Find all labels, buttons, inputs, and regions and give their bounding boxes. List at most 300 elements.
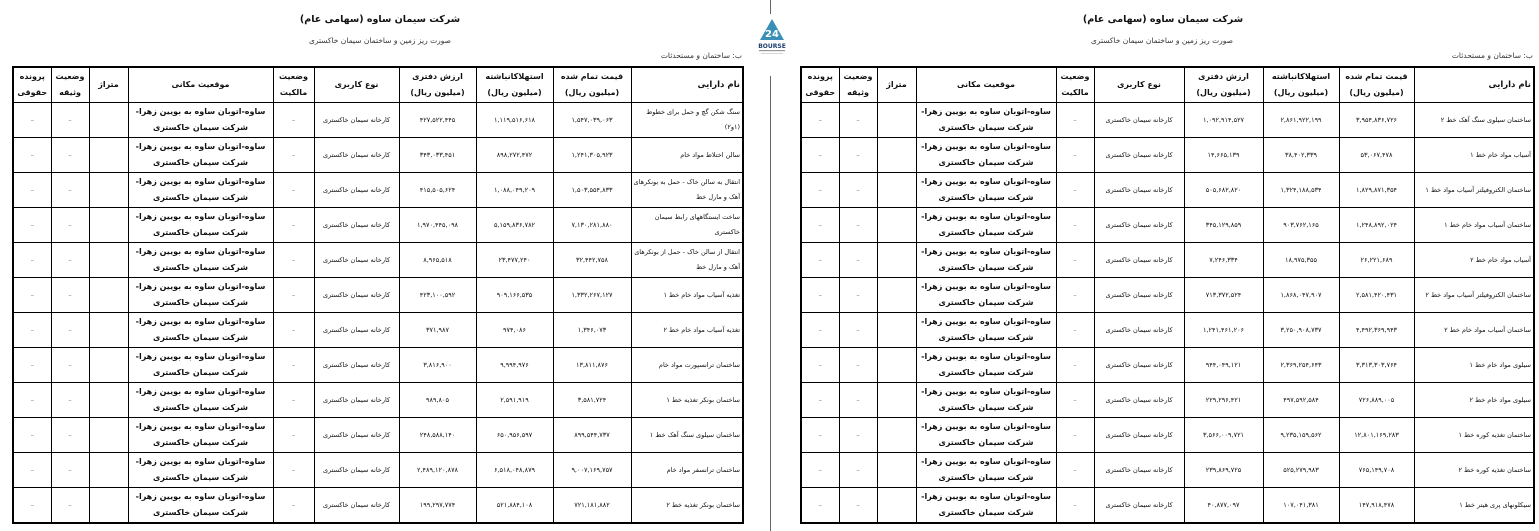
table-row [13, 383, 743, 418]
location-line-2: شرکت سیمان خاکستری [153, 368, 248, 377]
location-line-2: شرکت سیمان خاکستری [938, 508, 1034, 517]
col-header-dep-l2: (میلیون ریال) [1273, 88, 1329, 97]
location-line-2: شرکت سیمان خاکستری [153, 158, 248, 167]
collateral-cell: – [839, 488, 877, 524]
collateral-cell: – [51, 173, 89, 208]
location-cell [916, 453, 1056, 488]
legal-case-cell: – [801, 173, 839, 208]
location-cell [916, 278, 1056, 313]
col-header-depreciation [1263, 67, 1339, 103]
collateral-cell: – [839, 208, 877, 243]
col-header-legal [13, 67, 51, 103]
legal-case-cell: – [801, 453, 839, 488]
location-cell [128, 103, 273, 138]
table-row [13, 208, 743, 243]
location-line-1: ساوه-اتوبان ساوه به بویین زهرا- [135, 422, 266, 431]
book-value-cell: ۱۴,۶۶۵,۱۳۹ [1184, 138, 1263, 173]
area-cell [89, 243, 128, 278]
usage-cell: کارخانه سیمان خاکستری [314, 313, 399, 348]
table-header-row [13, 67, 743, 103]
table-row [801, 453, 1534, 488]
table-row [13, 488, 743, 524]
col-header-legal [801, 67, 839, 103]
cost-cell: ۷۶۵,۱۴۹,۷۰۸ [1339, 453, 1414, 488]
col-header-own-l1: وضعیت [1060, 72, 1090, 81]
col-header-coll-l1: وضعیت [843, 72, 873, 81]
table-row [801, 418, 1534, 453]
col-header-usage: نوع کاربری [314, 67, 399, 103]
location-line-2: شرکت سیمان خاکستری [938, 158, 1034, 167]
depreciation-cell: ۳۸,۴۰۲,۳۳۹ [1263, 138, 1339, 173]
book-value-cell: ۸,۹۶۵,۵۱۸ [399, 243, 476, 278]
location-line-2: شرکت سیمان خاکستری [938, 193, 1034, 202]
collateral-cell: – [839, 383, 877, 418]
location-line-1: ساوه-اتوبان ساوه به بویین زهرا- [921, 422, 1051, 431]
location-cell [128, 488, 273, 524]
col-header-coll-l2: وثیقه [59, 88, 81, 97]
location-line-2: شرکت سیمان خاکستری [153, 123, 248, 132]
cost-cell: ۲۶,۲۲۱,۶۸۹ [1339, 243, 1414, 278]
usage-cell: کارخانه سیمان خاکستری [314, 173, 399, 208]
usage-cell: کارخانه سیمان خاکستری [1094, 313, 1184, 348]
location-line-2: شرکت سیمان خاکستری [938, 123, 1034, 132]
usage-cell: کارخانه سیمان خاکستری [314, 138, 399, 173]
usage-cell: کارخانه سیمان خاکستری [314, 348, 399, 383]
cost-cell: ۱,۲۴۸,۸۹۲,۰۲۴ [1339, 208, 1414, 243]
legal-case-cell: – [801, 138, 839, 173]
book-value-cell: ۳,۵۶۶,۰۰۹,۷۲۱ [1184, 418, 1263, 453]
svg-text:24: 24 [765, 29, 779, 40]
location-line-2: شرکت سیمان خاکستری [938, 333, 1034, 342]
cost-cell: ۱۳,۸۱۱,۸۷۶ [553, 348, 631, 383]
cost-cell: ۱۲,۸۰۱,۱۶۹,۲۸۳ [1339, 418, 1414, 453]
ownership-cell: – [273, 418, 314, 453]
location-line-2: شرکت سیمان خاکستری [938, 473, 1034, 482]
asset-name-cell: ساختمان سیلوی سنگ آهک خط ۱ [631, 418, 743, 453]
legal-case-cell: – [801, 418, 839, 453]
depreciation-cell: ۱,۱۱۹,۵۱۶,۶۱۸ [476, 103, 553, 138]
asset-name-cell: سالن اختلاط مواد خام [631, 138, 743, 173]
area-cell [89, 348, 128, 383]
collateral-cell: – [51, 208, 89, 243]
location-line-1: ساوه-اتوبان ساوه به بویین زهرا- [921, 212, 1051, 221]
table-row [801, 313, 1534, 348]
book-value-cell: ۷۱۳,۳۷۲,۵۲۴ [1184, 278, 1263, 313]
col-header-book-l2: (میلیون ریال) [410, 88, 465, 97]
depreciation-cell: ۲,۵۹۱,۹۱۹ [476, 383, 553, 418]
location-line-1: ساوه-اتوبان ساوه به بویین زهرا- [921, 457, 1051, 466]
ownership-cell: – [1056, 453, 1094, 488]
usage-cell: کارخانه سیمان خاکستری [314, 383, 399, 418]
collateral-cell: – [839, 453, 877, 488]
location-line-2: شرکت سیمان خاکستری [938, 263, 1034, 272]
collateral-cell: – [839, 418, 877, 453]
location-cell [128, 208, 273, 243]
legal-case-cell: – [801, 243, 839, 278]
legal-case-cell: – [801, 488, 839, 524]
location-cell [128, 243, 273, 278]
collateral-cell: – [51, 348, 89, 383]
col-header-usage: نوع کاربری [1094, 67, 1184, 103]
collateral-cell: – [839, 243, 877, 278]
col-header-cost-l2: (میلیون ریال) [564, 88, 620, 97]
col-header-cost-l1: قیمت تمام شده [560, 72, 624, 81]
usage-cell: کارخانه سیمان خاکستری [1094, 278, 1184, 313]
book-value-cell: ۴۲۷,۵۲۲,۴۴۵ [399, 103, 476, 138]
collateral-cell: – [839, 348, 877, 383]
ownership-cell: – [273, 348, 314, 383]
col-header-dep-l1: استهلاکانباشته [1271, 72, 1331, 81]
asset-name-cell: آسیاب مواد خام خط ۲ [1414, 243, 1534, 278]
cost-cell: ۱,۵۴۷,۰۳۹,۰۶۳ [553, 103, 631, 138]
company-title: شرکت سیمان ساوه (سهامی عام) [299, 14, 461, 25]
area-cell [877, 208, 916, 243]
col-header-area: متراژ [89, 67, 128, 103]
ownership-cell: – [1056, 103, 1094, 138]
location-line-1: ساوه-اتوبان ساوه به بویین زهرا- [921, 142, 1051, 151]
location-cell [128, 383, 273, 418]
col-header-book-l1: ارزش دفتری [412, 72, 463, 81]
asset-name-cell: ساختمان تغذیه کوره خط ۲ [1414, 453, 1534, 488]
col-header-own-l2: مالکیت [1061, 88, 1089, 97]
usage-cell: کارخانه سیمان خاکستری [1094, 383, 1184, 418]
collateral-cell: – [839, 103, 877, 138]
asset-name-cell: ساختمان آسیاب مواد خام خط ۱ [1414, 208, 1534, 243]
legal-case-cell: – [13, 313, 51, 348]
legal-case-cell: – [13, 383, 51, 418]
page-right [786, 0, 1539, 531]
location-line-1: ساوه-اتوبان ساوه به بویین زهرا- [135, 247, 266, 256]
location-line-1: ساوه-اتوبان ساوه به بویین زهرا- [135, 317, 266, 326]
col-header-name: نام دارایی [1414, 67, 1534, 103]
area-cell [89, 278, 128, 313]
depreciation-cell: ۱۰۷,۰۴۱,۳۸۱ [1263, 488, 1339, 524]
location-cell [916, 243, 1056, 278]
ownership-cell: – [1056, 243, 1094, 278]
col-header-collateral [51, 67, 89, 103]
usage-cell: کارخانه سیمان خاکستری [1094, 173, 1184, 208]
collateral-cell: – [51, 418, 89, 453]
assets-table-right [800, 66, 1535, 524]
cost-cell: ۹,۰۰۷,۱۶۹,۷۵۷ [553, 453, 631, 488]
area-cell [89, 103, 128, 138]
ownership-cell: – [273, 173, 314, 208]
depreciation-cell: ۹۰۳,۷۶۲,۱۶۵ [1263, 208, 1339, 243]
report-subtitle: صورت ریز زمین و ساختمان سیمان خاکستری [308, 36, 452, 45]
area-cell [877, 103, 916, 138]
location-line-2: شرکت سیمان خاکستری [153, 263, 248, 272]
location-cell [916, 173, 1056, 208]
asset-name-cell: ساختمان ترانسپورت مواد خام [631, 348, 743, 383]
cost-cell: ۵۳,۰۶۷,۴۷۸ [1339, 138, 1414, 173]
area-cell [89, 138, 128, 173]
page-divider [770, 76, 771, 531]
collateral-cell: – [839, 138, 877, 173]
asset-name-cell: ساختمان بونکر تغذیه خط ۱ [631, 383, 743, 418]
asset-name-cell: سیکلونهای پری هیتر خط ۱ [1414, 488, 1534, 524]
usage-cell: کارخانه سیمان خاکستری [1094, 138, 1184, 173]
table-row [13, 313, 743, 348]
report-subtitle: صورت ریز زمین و ساختمان سیمان خاکستری [1090, 36, 1234, 45]
depreciation-cell: ۲,۸۶۱,۹۲۲,۱۹۹ [1263, 103, 1339, 138]
ownership-cell: – [1056, 488, 1094, 524]
col-header-own-l1: وضعیت [279, 72, 308, 81]
legal-case-cell: – [13, 138, 51, 173]
location-line-1: ساوه-اتوبان ساوه به بویین زهرا- [135, 352, 266, 361]
area-cell [89, 313, 128, 348]
table-body-left [13, 103, 743, 524]
legal-case-cell: – [801, 103, 839, 138]
location-cell [916, 383, 1056, 418]
col-header-collateral [839, 67, 877, 103]
location-line-1: ساوه-اتوبان ساوه به بویین زهرا- [135, 282, 266, 291]
table-row [13, 278, 743, 313]
location-line-1: ساوه-اتوبان ساوه به بویین زهرا- [135, 492, 266, 501]
location-line-2: شرکت سیمان خاکستری [938, 403, 1034, 412]
area-cell [877, 418, 916, 453]
location-line-2: شرکت سیمان خاکستری [938, 228, 1034, 237]
table-row [801, 243, 1534, 278]
cost-cell: ۲,۵۸۱,۴۲۰,۴۳۱ [1339, 278, 1414, 313]
location-line-2: شرکت سیمان خاکستری [938, 438, 1034, 447]
location-line-1: ساوه-اتوبان ساوه به بویین زهرا- [135, 457, 266, 466]
cost-cell: ۱,۳۳۲,۲۶۷,۱۲۷ [553, 278, 631, 313]
depreciation-cell: ۵۲۵,۲۷۹,۹۸۳ [1263, 453, 1339, 488]
area-cell [877, 453, 916, 488]
legal-case-cell: – [801, 383, 839, 418]
usage-cell: کارخانه سیمان خاکستری [1094, 103, 1184, 138]
cost-cell: ۱,۲۴۱,۳۰۵,۹۲۳ [553, 138, 631, 173]
cost-cell: ۷,۱۳۰,۲۸۱,۸۸۰ [553, 208, 631, 243]
area-cell [877, 173, 916, 208]
asset-name-cell: انتقال به سالن خاک - حمل به بونکرهای آهک و مارل خط [631, 173, 743, 208]
col-header-location: موقعیت مکانی [916, 67, 1056, 103]
asset-name-cell: ساختمان بونکر تغذیه خط ۲ [631, 488, 743, 524]
location-cell [916, 208, 1056, 243]
logo-text: BOURSE [758, 43, 786, 50]
book-value-cell: ۳۴۳,۰۳۳,۴۵۱ [399, 138, 476, 173]
legal-case-cell: – [13, 243, 51, 278]
location-cell [128, 173, 273, 208]
book-value-cell: ۳,۸۱۶,۹۰۰ [399, 348, 476, 383]
col-header-coll-l1: وضعیت [55, 72, 85, 81]
col-header-book-value [1184, 67, 1263, 103]
usage-cell: کارخانه سیمان خاکستری [314, 488, 399, 524]
legal-case-cell: – [13, 278, 51, 313]
area-cell [89, 383, 128, 418]
location-line-1: ساوه-اتوبان ساوه به بویین زهرا- [921, 352, 1051, 361]
location-line-2: شرکت سیمان خاکستری [153, 473, 248, 482]
book-value-cell: ۴۲۳,۱۰۰,۵۹۲ [399, 278, 476, 313]
col-header-area: متراژ [877, 67, 916, 103]
depreciation-cell: ۹,۲۳۵,۱۵۹,۵۶۲ [1263, 418, 1339, 453]
col-header-depreciation [476, 67, 553, 103]
collateral-cell: – [51, 383, 89, 418]
asset-name-cell: ساختمان آسیاب مواد خام خط ۲ [1414, 313, 1534, 348]
location-line-2: شرکت سیمان خاکستری [938, 368, 1034, 377]
ownership-cell: – [1056, 313, 1094, 348]
book-value-cell: ۳۷۱,۹۸۷ [399, 313, 476, 348]
location-cell [128, 348, 273, 383]
legal-case-cell: – [13, 208, 51, 243]
collateral-cell: – [51, 453, 89, 488]
usage-cell: کارخانه سیمان خاکستری [1094, 488, 1184, 524]
collateral-cell: – [839, 313, 877, 348]
cost-cell: ۳,۵۸۱,۷۲۴ [553, 383, 631, 418]
legal-case-cell: – [13, 173, 51, 208]
location-cell [916, 348, 1056, 383]
location-line-1: ساوه-اتوبان ساوه به بویین زهرا- [135, 212, 266, 221]
depreciation-cell: ۳,۲۵۰,۹۰۸,۷۳۷ [1263, 313, 1339, 348]
table-row [13, 173, 743, 208]
col-header-book-l1: ارزش دفتری [1198, 72, 1249, 81]
col-header-ownership [273, 67, 314, 103]
legal-case-cell: – [13, 348, 51, 383]
location-line-1: ساوه-اتوبان ساوه به بویین زهرا- [921, 282, 1051, 291]
depreciation-cell: ۱,۸۶۸,۰۴۷,۹۰۷ [1263, 278, 1339, 313]
book-value-cell: ۹۸۹,۸۰۵ [399, 383, 476, 418]
asset-name-cell: ساختمان الکتروفیلتر آسیاب مواد خط ۲ [1414, 278, 1534, 313]
asset-name-cell: سیلوی مواد خام خط ۲ [1414, 383, 1534, 418]
ownership-cell: – [273, 103, 314, 138]
location-line-1: ساوه-اتوبان ساوه به بویین زهرا- [135, 177, 266, 186]
depreciation-cell: ۱,۳۲۴,۱۸۸,۵۳۴ [1263, 173, 1339, 208]
ownership-cell: – [1056, 348, 1094, 383]
legal-case-cell: – [13, 103, 51, 138]
legal-case-cell: – [801, 348, 839, 383]
ownership-cell: – [273, 138, 314, 173]
asset-name-cell: ساختمان ترانسفر مواد خام [631, 453, 743, 488]
book-value-cell: ۹۴۴,۰۴۹,۱۲۱ [1184, 348, 1263, 383]
area-cell [89, 453, 128, 488]
area-cell [89, 488, 128, 524]
table-row [801, 278, 1534, 313]
usage-cell: کارخانه سیمان خاکستری [1094, 418, 1184, 453]
legal-case-cell: – [801, 278, 839, 313]
table-row [13, 453, 743, 488]
location-line-2: شرکت سیمان خاکستری [153, 193, 248, 202]
area-cell [89, 418, 128, 453]
company-title: شرکت سیمان ساوه (سهامی عام) [1082, 14, 1244, 25]
location-cell [916, 418, 1056, 453]
table-row [801, 348, 1534, 383]
collateral-cell: – [51, 278, 89, 313]
page-divider-top [770, 0, 771, 14]
ownership-cell: – [1056, 383, 1094, 418]
assets-table-left [12, 66, 744, 524]
book-value-cell: ۱,۰۹۲,۹۱۴,۵۲۷ [1184, 103, 1263, 138]
location-line-2: شرکت سیمان خاکستری [153, 298, 248, 307]
area-cell [89, 208, 128, 243]
location-line-1: ساوه-اتوبان ساوه به بویین زهرا- [135, 142, 266, 151]
usage-cell: کارخانه سیمان خاکستری [1094, 208, 1184, 243]
col-header-cost-l2: (میلیون ریال) [1349, 88, 1404, 97]
area-cell [877, 278, 916, 313]
col-header-location: موقعیت مکانی [128, 67, 273, 103]
area-cell [877, 383, 916, 418]
table-row [13, 243, 743, 278]
col-header-ownership [1056, 67, 1094, 103]
legal-case-cell: – [801, 208, 839, 243]
cost-cell: ۱,۳۴۶,۰۷۳ [553, 313, 631, 348]
col-header-own-l2: مالکیت [279, 88, 308, 97]
col-header-legal-l2: حقوقی [805, 88, 836, 97]
depreciation-cell: ۹۰۹,۱۶۶,۵۳۵ [476, 278, 553, 313]
usage-cell: کارخانه سیمان خاکستری [314, 453, 399, 488]
ownership-cell: – [273, 313, 314, 348]
location-line-1: ساوه-اتوبان ساوه به بویین زهرا- [921, 247, 1051, 256]
table-row [801, 208, 1534, 243]
book-value-cell: ۲۳۹,۸۶۹,۷۲۵ [1184, 453, 1263, 488]
depreciation-cell: ۲۳,۴۷۷,۲۴۰ [476, 243, 553, 278]
table-header-row [801, 67, 1534, 103]
depreciation-cell: ۸۹۸,۲۷۲,۴۷۲ [476, 138, 553, 173]
depreciation-cell: ۵۲۱,۸۸۴,۱۰۸ [476, 488, 553, 524]
location-line-2: شرکت سیمان خاکستری [153, 228, 248, 237]
asset-name-cell: تغذیه آسیاب مواد خام خط ۱ [631, 278, 743, 313]
ownership-cell: – [273, 488, 314, 524]
depreciation-cell: ۶,۵۱۸,۰۴۸,۸۷۹ [476, 453, 553, 488]
location-line-2: شرکت سیمان خاکستری [153, 438, 248, 447]
asset-name-cell: آسیاب مواد خام خط ۱ [1414, 138, 1534, 173]
cost-cell: ۱,۵۰۳,۵۵۴,۸۳۳ [553, 173, 631, 208]
area-cell [877, 488, 916, 524]
cost-cell: ۱۴۷,۹۱۸,۴۷۸ [1339, 488, 1414, 524]
cost-cell: ۷۲۱,۱۸۱,۸۸۲ [553, 488, 631, 524]
asset-name-cell: ساختمان سیلوی سنگ آهک خط ۲ [1414, 103, 1534, 138]
table-row [13, 103, 743, 138]
table-row [801, 138, 1534, 173]
depreciation-cell: ۲,۳۶۹,۲۵۴,۶۴۳ [1263, 348, 1339, 383]
collateral-cell: – [51, 243, 89, 278]
location-cell [916, 138, 1056, 173]
book-value-cell: ۴۱۵,۵۰۵,۶۲۴ [399, 173, 476, 208]
cost-cell: ۳۲,۴۴۲,۷۵۸ [553, 243, 631, 278]
asset-name-cell: ساختمان تغذیه کوره خط ۱ [1414, 418, 1534, 453]
cost-cell: ۳,۳۱۳,۳۰۳,۷۶۴ [1339, 348, 1414, 383]
ownership-cell: – [1056, 208, 1094, 243]
collateral-cell: – [839, 173, 877, 208]
collateral-cell: – [51, 103, 89, 138]
location-line-2: شرکت سیمان خاکستری [938, 298, 1034, 307]
table-row [13, 138, 743, 173]
table-row [801, 103, 1534, 138]
location-cell [128, 418, 273, 453]
depreciation-cell: ۴۹۷,۵۹۲,۵۸۴ [1263, 383, 1339, 418]
table-row [13, 348, 743, 383]
ownership-cell: – [273, 243, 314, 278]
area-cell [89, 173, 128, 208]
location-line-1: ساوه-اتوبان ساوه به بویین زهرا- [921, 492, 1051, 501]
asset-name-cell: تغذیه آسیاب مواد خام خط ۲ [631, 313, 743, 348]
book-value-cell: ۵۰۵,۶۸۲,۸۲۰ [1184, 173, 1263, 208]
table-row [801, 173, 1534, 208]
collateral-cell: – [51, 313, 89, 348]
section-label: ب: ساختمان و مستحدثات [660, 51, 742, 60]
col-header-coll-l2: وثیقه [847, 88, 869, 97]
section-label: ب: ساختمان و مستحدثات [1451, 51, 1533, 60]
usage-cell: کارخانه سیمان خاکستری [314, 278, 399, 313]
depreciation-cell: ۹۷۴,۰۸۶ [476, 313, 553, 348]
table-row [801, 488, 1534, 524]
area-cell [877, 348, 916, 383]
page-left [0, 0, 760, 531]
col-header-cost [553, 67, 631, 103]
cost-cell: ۷۲۶,۸۸۹,۰۰۵ [1339, 383, 1414, 418]
location-line-2: شرکت سیمان خاکستری [153, 333, 248, 342]
asset-name-cell: انتقال از سالن خاک - حمل از بونکرهای آهک و مارل خط [631, 243, 743, 278]
area-cell [877, 138, 916, 173]
